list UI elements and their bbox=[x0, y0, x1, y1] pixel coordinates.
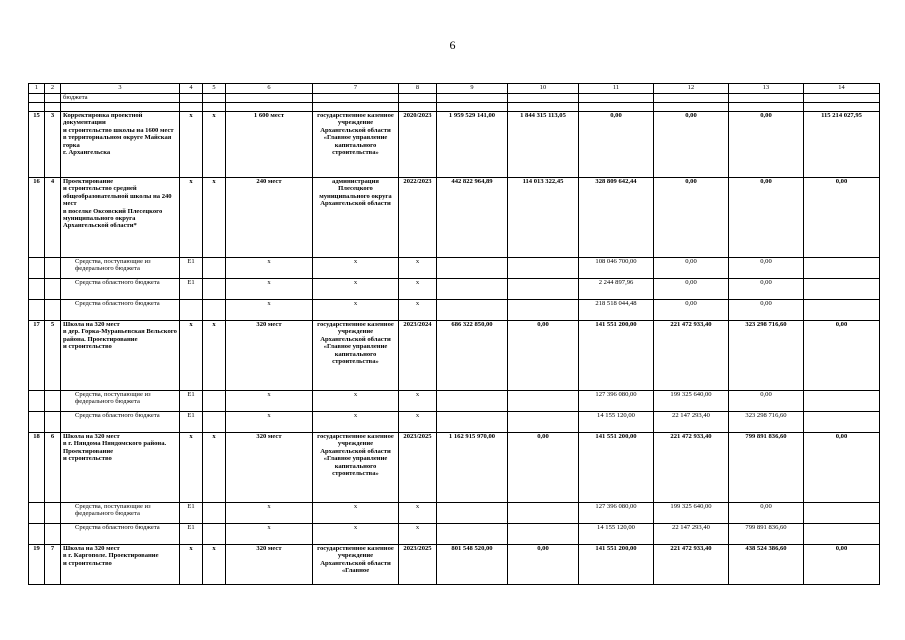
capacity: 320 мест bbox=[226, 321, 313, 391]
page-number: 6 bbox=[449, 38, 456, 52]
value-col12: 199 325 640,00 bbox=[654, 503, 729, 524]
value-col11: 141 551 200,00 bbox=[579, 433, 654, 503]
value-col13: 0,00 bbox=[729, 112, 804, 178]
value-col13: 0,00 bbox=[729, 258, 804, 279]
row-index: 5 bbox=[45, 321, 61, 391]
cell-x: х bbox=[226, 412, 313, 433]
object-name: Школа на 320 мест в г. Каргополе. Проектирование и строительство bbox=[61, 545, 180, 585]
column-number: 7 bbox=[313, 84, 399, 94]
cell-x: х bbox=[180, 433, 203, 503]
value-col13: 799 891 836,60 bbox=[729, 524, 804, 545]
organization: государственное казенное учреждение Архангельской области «Главное управление капитального строительства» bbox=[313, 433, 399, 503]
row-number: 17 bbox=[29, 321, 45, 391]
spacer-row bbox=[29, 103, 880, 112]
cell-x: х bbox=[203, 112, 226, 178]
value-col12: 221 472 933,40 bbox=[654, 321, 729, 391]
value-col12: 0,00 bbox=[654, 300, 729, 321]
funding-source: Средства, поступающие из федерального бюджета bbox=[61, 258, 180, 279]
value-col10: 0,00 bbox=[508, 433, 579, 503]
row-label: бюджета bbox=[61, 94, 180, 103]
value-col13: 0,00 bbox=[729, 178, 804, 258]
cell-x: х bbox=[203, 321, 226, 391]
cell-x: х bbox=[399, 300, 437, 321]
value-col13: 0,00 bbox=[729, 503, 804, 524]
column-number: 3 bbox=[61, 84, 180, 94]
value-col11: 14 155 120,00 bbox=[579, 524, 654, 545]
funding-source: Средства областного бюджета bbox=[61, 300, 180, 321]
capacity: 320 мест bbox=[226, 433, 313, 503]
value-col12: 0,00 bbox=[654, 279, 729, 300]
value-col11: 127 396 080,00 bbox=[579, 503, 654, 524]
row-index: 6 bbox=[45, 433, 61, 503]
row-index: 4 bbox=[45, 178, 61, 258]
funding-code: Е1 bbox=[180, 524, 203, 545]
period: 2020/2023 bbox=[399, 112, 437, 178]
funding-code bbox=[180, 300, 203, 321]
period: 2022/2023 bbox=[399, 178, 437, 258]
value-col10: 0,00 bbox=[508, 321, 579, 391]
value-col11: 108 046 700,00 bbox=[579, 258, 654, 279]
capacity: 320 мест bbox=[226, 545, 313, 585]
value-col10: 114 013 322,45 bbox=[508, 178, 579, 258]
column-number: 12 bbox=[654, 84, 729, 94]
cell-x: х bbox=[226, 279, 313, 300]
funding-code: Е1 bbox=[180, 412, 203, 433]
table-row bbox=[29, 545, 880, 585]
table-row bbox=[29, 112, 880, 178]
column-number: 14 bbox=[804, 84, 880, 94]
object-name: Школа на 320 мест в г. Няндома Няндомского района. Проектирование и строительство bbox=[61, 433, 180, 503]
value-col13: 0,00 bbox=[729, 391, 804, 412]
value-col14: 0,00 bbox=[804, 178, 880, 258]
cell-x: х bbox=[399, 391, 437, 412]
funding-source: Средства областного бюджета bbox=[61, 412, 180, 433]
value-col12: 199 325 640,00 bbox=[654, 391, 729, 412]
organization: государственное казенное учреждение Архангельской области «Главное управление капитального строительства» bbox=[313, 112, 399, 178]
funding-code: Е1 bbox=[180, 503, 203, 524]
cell-x: х bbox=[203, 433, 226, 503]
value-col11: 328 809 642,44 bbox=[579, 178, 654, 258]
cell-x: х bbox=[180, 112, 203, 178]
cell-x: х bbox=[399, 258, 437, 279]
object-name: Корректировка проектной документации и строительство школы на 1600 мест в территориальном округе Майская горка г. Архангельска bbox=[61, 112, 180, 178]
funding-subrow bbox=[29, 524, 880, 545]
value-col12: 221 472 933,40 bbox=[654, 433, 729, 503]
column-number: 5 bbox=[203, 84, 226, 94]
value-col11: 2 244 897,96 bbox=[579, 279, 654, 300]
cell-x: х bbox=[226, 524, 313, 545]
column-number-row bbox=[29, 84, 880, 94]
value-col11: 218 518 044,48 bbox=[579, 300, 654, 321]
value-col9: 686 322 850,00 bbox=[437, 321, 508, 391]
column-number: 6 bbox=[226, 84, 313, 94]
funding-source: Средства областного бюджета bbox=[61, 524, 180, 545]
cell-x: х bbox=[399, 412, 437, 433]
value-col14: 0,00 bbox=[804, 433, 880, 503]
row-index: 7 bbox=[45, 545, 61, 585]
cell-x: х bbox=[313, 391, 399, 412]
value-col12: 0,00 bbox=[654, 112, 729, 178]
cell-x: х bbox=[313, 279, 399, 300]
value-col10: 1 844 315 113,05 bbox=[508, 112, 579, 178]
organization: государственное казенное учреждение Архангельской области «Главное bbox=[313, 545, 399, 585]
value-col14: 0,00 bbox=[804, 545, 880, 585]
continuation-row bbox=[29, 94, 880, 103]
value-col12: 0,00 bbox=[654, 258, 729, 279]
object-name: Школа на 320 мест в дер. Горка-Муравьевская Вельского района. Проектирование и строительство bbox=[61, 321, 180, 391]
cell-x: х bbox=[399, 279, 437, 300]
column-number: 2 bbox=[45, 84, 61, 94]
cell-x: х bbox=[313, 258, 399, 279]
object-name: Проектирование и строительство средней общеобразовательной школы на 240 мест в поселке Оксовский Плесецкого муниципального округа Архангельской области* bbox=[61, 178, 180, 258]
value-col14: 115 214 027,95 bbox=[804, 112, 880, 178]
value-col11: 127 396 080,00 bbox=[579, 391, 654, 412]
column-number: 4 bbox=[180, 84, 203, 94]
value-col10: 0,00 bbox=[508, 545, 579, 585]
funding-source: Средства, поступающие из федерального бюджета bbox=[61, 503, 180, 524]
table-row bbox=[29, 178, 880, 258]
cell-x: х bbox=[226, 391, 313, 412]
cell-x: х bbox=[226, 503, 313, 524]
cell-x: х bbox=[313, 524, 399, 545]
cell-x: х bbox=[399, 503, 437, 524]
funding-code: Е1 bbox=[180, 279, 203, 300]
value-col12: 221 472 933,40 bbox=[654, 545, 729, 585]
cell-x: х bbox=[313, 503, 399, 524]
funding-code: Е1 bbox=[180, 258, 203, 279]
funding-subrow bbox=[29, 391, 880, 412]
table-row bbox=[29, 321, 880, 391]
budget-table bbox=[28, 83, 880, 585]
cell-x: х bbox=[180, 545, 203, 585]
column-number: 13 bbox=[729, 84, 804, 94]
funding-subrow bbox=[29, 279, 880, 300]
value-col13: 323 298 716,60 bbox=[729, 321, 804, 391]
cell-x: х bbox=[203, 178, 226, 258]
value-col9: 1 162 915 970,00 bbox=[437, 433, 508, 503]
column-number: 11 bbox=[579, 84, 654, 94]
row-number: 19 bbox=[29, 545, 45, 585]
cell-x: х bbox=[313, 412, 399, 433]
row-number: 18 bbox=[29, 433, 45, 503]
cell-x: х bbox=[203, 545, 226, 585]
funding-subrow bbox=[29, 503, 880, 524]
column-number: 9 bbox=[437, 84, 508, 94]
period: 2023/2025 bbox=[399, 545, 437, 585]
capacity: 240 мест bbox=[226, 178, 313, 258]
funding-code: Е1 bbox=[180, 391, 203, 412]
row-number: 16 bbox=[29, 178, 45, 258]
funding-subrow bbox=[29, 412, 880, 433]
value-col13: 323 298 716,60 bbox=[729, 412, 804, 433]
cell-x: х bbox=[226, 258, 313, 279]
value-col13: 0,00 bbox=[729, 279, 804, 300]
cell-x: х bbox=[180, 321, 203, 391]
column-number: 1 bbox=[29, 84, 45, 94]
value-col9: 442 822 964,89 bbox=[437, 178, 508, 258]
cell-x: х bbox=[399, 524, 437, 545]
cell-x: х bbox=[226, 300, 313, 321]
capacity: 1 600 мест bbox=[226, 112, 313, 178]
organization: администрация Плесецкого муниципального округа Архангельской области bbox=[313, 178, 399, 258]
value-col12: 22 147 293,40 bbox=[654, 412, 729, 433]
value-col11: 14 155 120,00 bbox=[579, 412, 654, 433]
value-col12: 22 147 293,40 bbox=[654, 524, 729, 545]
row-number: 15 bbox=[29, 112, 45, 178]
value-col13: 438 524 386,60 bbox=[729, 545, 804, 585]
organization: государственное казенное учреждение Архангельской области «Главное управление капитального строительства» bbox=[313, 321, 399, 391]
value-col13: 799 891 836,60 bbox=[729, 433, 804, 503]
column-number: 10 bbox=[508, 84, 579, 94]
period: 2023/2024 bbox=[399, 321, 437, 391]
value-col13: 0,00 bbox=[729, 300, 804, 321]
funding-source: Средства областного бюджета bbox=[61, 279, 180, 300]
value-col12: 0,00 bbox=[654, 178, 729, 258]
value-col11: 141 551 200,00 bbox=[579, 545, 654, 585]
funding-subrow bbox=[29, 258, 880, 279]
funding-source: Средства, поступающие из федерального бюджета bbox=[61, 391, 180, 412]
value-col14: 0,00 bbox=[804, 321, 880, 391]
row-index: 3 bbox=[45, 112, 61, 178]
period: 2023/2025 bbox=[399, 433, 437, 503]
column-number: 8 bbox=[399, 84, 437, 94]
value-col11: 0,00 bbox=[579, 112, 654, 178]
funding-subrow bbox=[29, 300, 880, 321]
cell-x: х bbox=[180, 178, 203, 258]
value-col9: 801 548 520,00 bbox=[437, 545, 508, 585]
value-col9: 1 959 529 141,00 bbox=[437, 112, 508, 178]
value-col11: 141 551 200,00 bbox=[579, 321, 654, 391]
table-row bbox=[29, 433, 880, 503]
cell-x: х bbox=[313, 300, 399, 321]
